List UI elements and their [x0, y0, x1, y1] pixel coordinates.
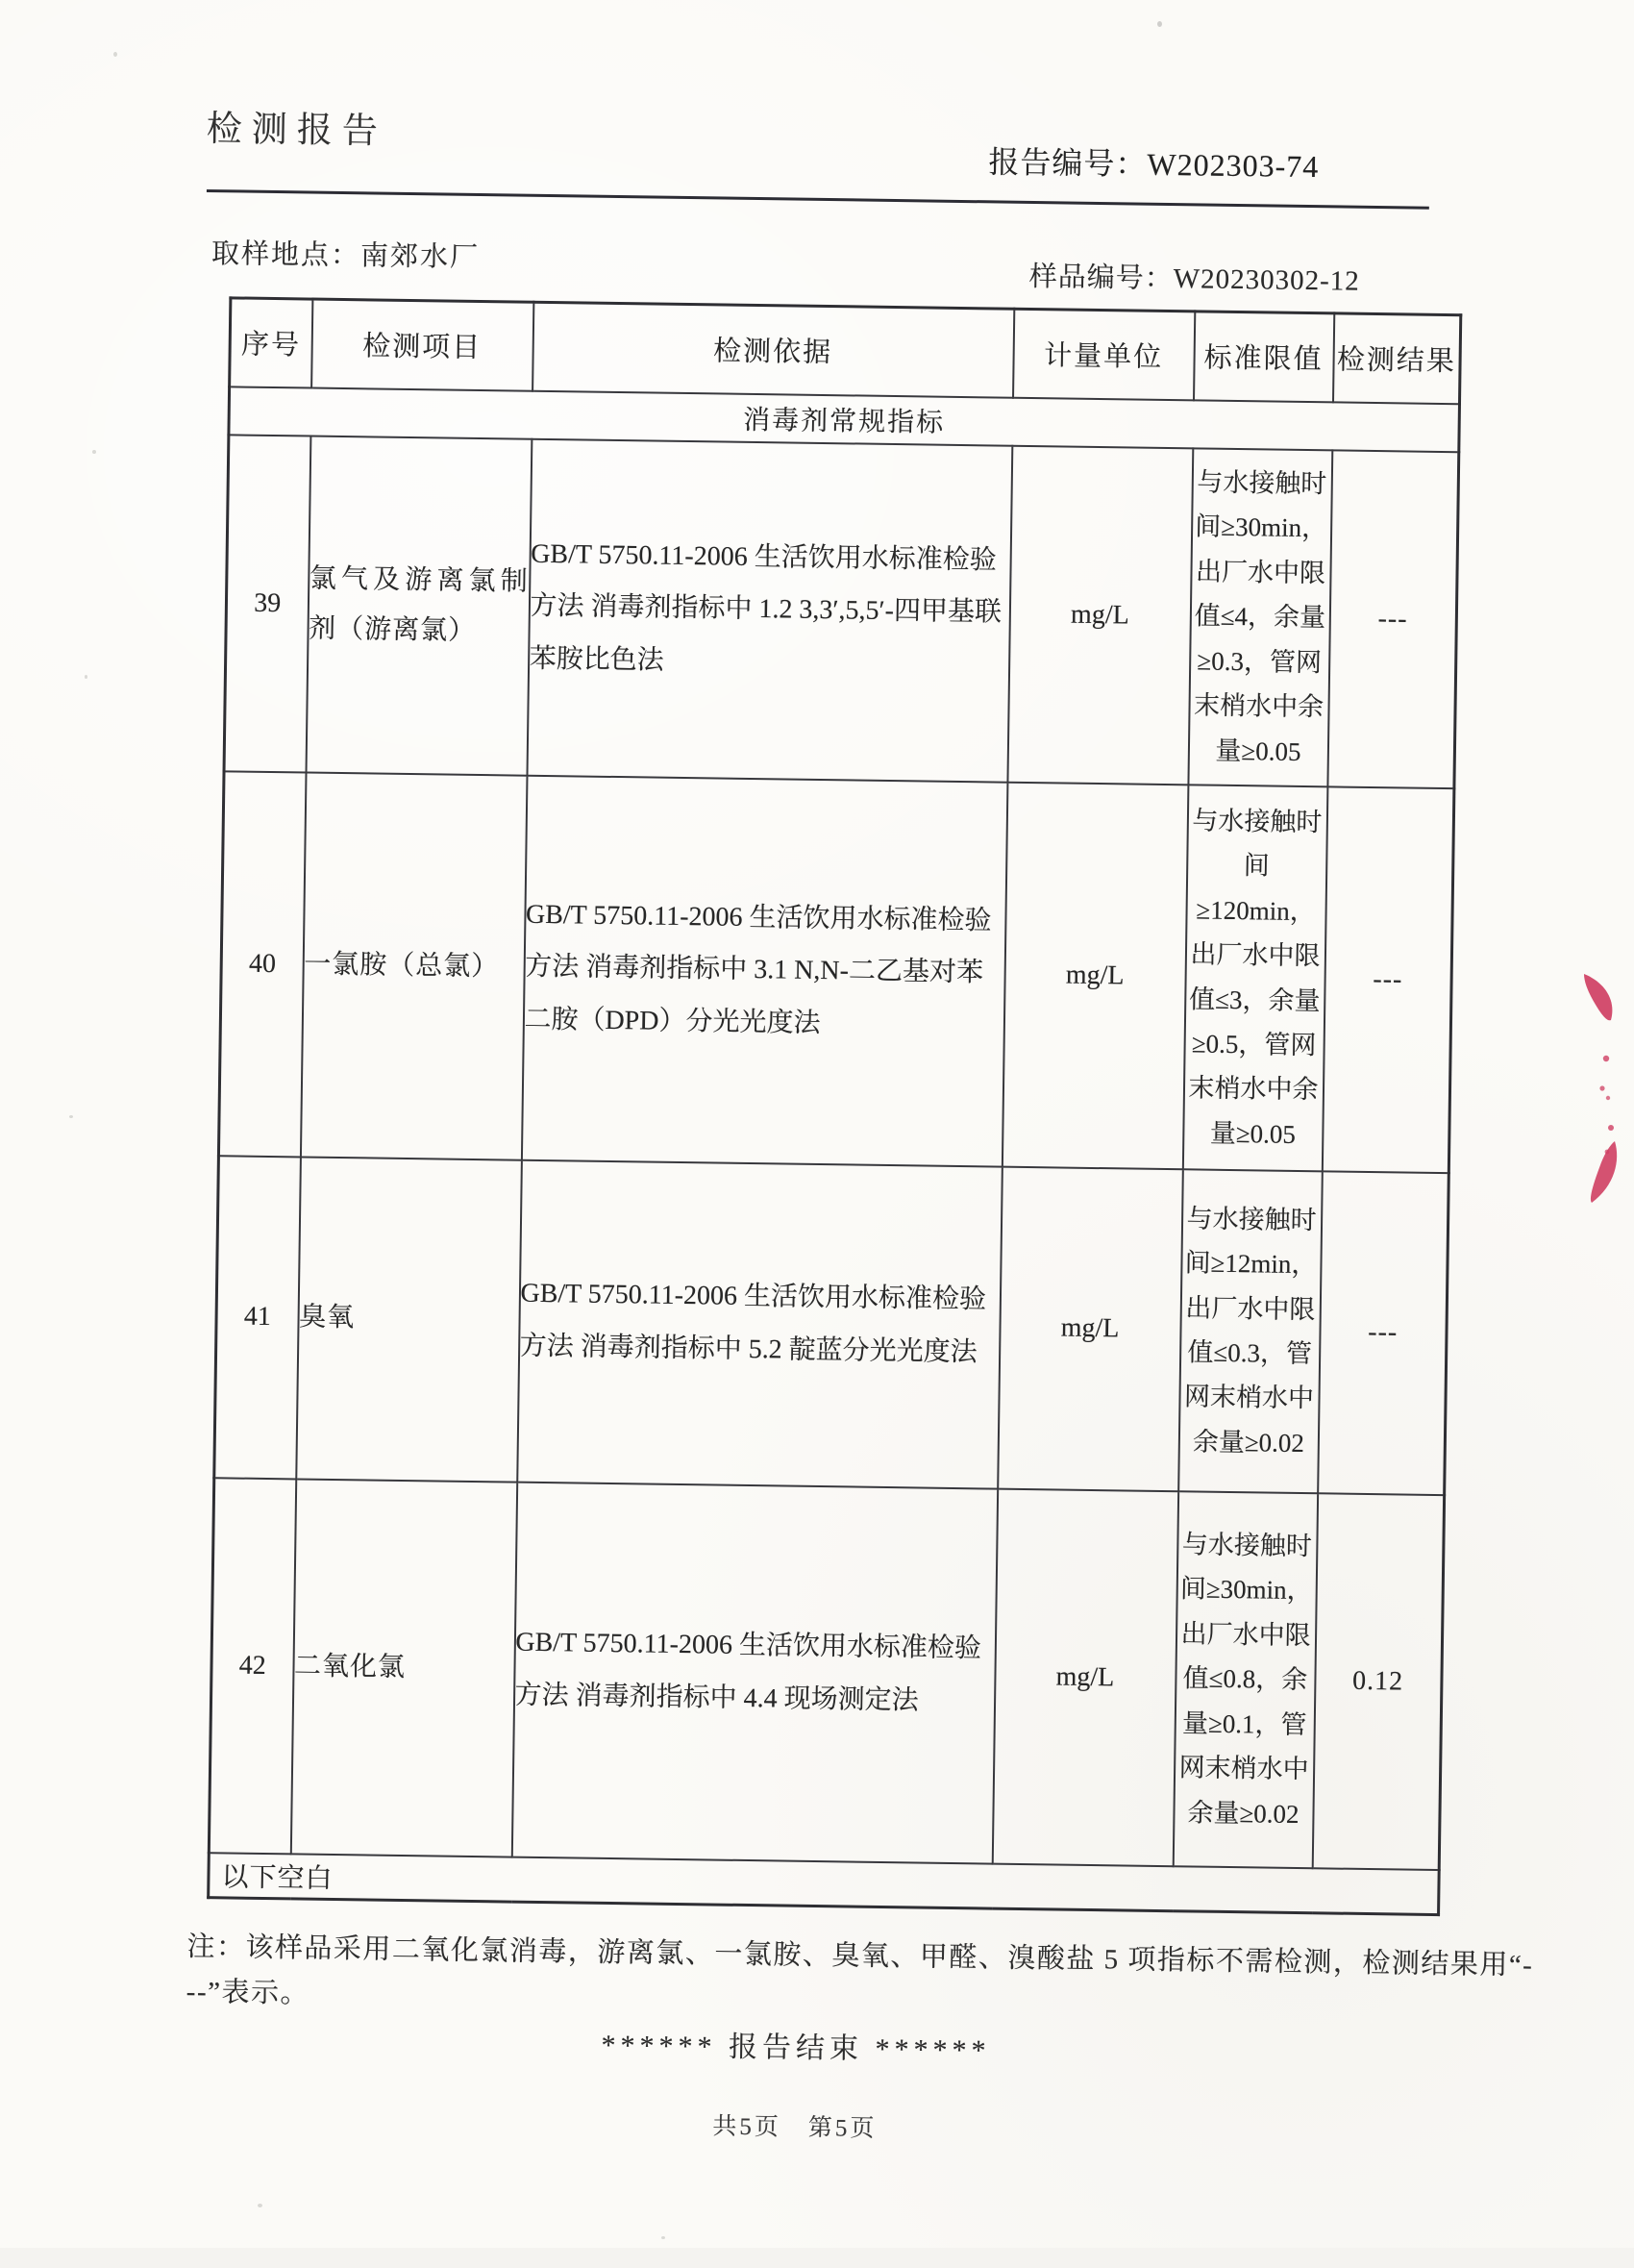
row-result: 0.12 [1312, 1493, 1444, 1870]
page-number: 共5页 第5页 [180, 2100, 1410, 2152]
scan-speck [258, 2204, 262, 2207]
col-header-no: 序号 [230, 298, 312, 387]
scan-speck [113, 52, 117, 57]
row-limit: 与水接触时间≥12min，出厂水中限值≤0.3，管网末梢水中余量≥0.02 [1178, 1169, 1323, 1493]
row-no: 40 [218, 771, 306, 1157]
row-no: 39 [224, 435, 310, 772]
row-unit: mg/L [998, 1166, 1183, 1491]
table-row [214, 1156, 1449, 1495]
report-end-line: ****** 报告结束 ****** [181, 2015, 1411, 2075]
row-item: 臭氧 [296, 1157, 522, 1482]
table-row [218, 771, 1453, 1173]
col-header-result: 检测结果 [1333, 313, 1461, 404]
sample-number-label: 样品编号： [1029, 262, 1174, 294]
scan-speck [69, 1115, 73, 1118]
row-result: --- [1318, 1171, 1449, 1495]
scan-speck [85, 675, 87, 679]
section-title: 消毒剂常规指标 [229, 386, 1460, 452]
scan-speck [92, 450, 96, 454]
row-limit: 与水接触时间≥30min，出厂水中限值≤0.8，余量≥0.1，管网末梢水中余量≥0.02 [1173, 1491, 1317, 1868]
row-item: 氯气及游离氯制剂（游离氯） [306, 436, 532, 775]
header-divider [207, 189, 1429, 210]
row-result: --- [1322, 786, 1454, 1173]
sample-number [1029, 255, 1361, 299]
row-method: GB/T 5750.11-2006 生活饮用水标准检验方法 消毒剂指标中 1.2 3,3′,5,5′-四甲基联苯胺比色法 [527, 438, 1012, 782]
red-stamp-mark [1559, 957, 1634, 1216]
row-no: 41 [214, 1156, 301, 1479]
table-header-row [230, 298, 1461, 404]
row-item: 一氯胺（总氯） [300, 772, 527, 1159]
report-number-label: 报告编号： [988, 144, 1148, 181]
sampling-location-value: 南郊水厂 [360, 240, 480, 273]
table-row [209, 1478, 1444, 1870]
col-header-item: 检测项目 [311, 299, 533, 390]
scan-speck [661, 2236, 665, 2239]
row-method: GB/T 5750.11-2006 生活饮用水标准检验方法 消毒剂指标中 4.4 现场测定法 [511, 1482, 997, 1863]
row-method: GB/T 5750.11-2006 生活饮用水标准检验方法 消毒剂指标中 3.1 N,N-二乙基对苯二胺（DPD）分光光度法 [521, 775, 1007, 1166]
sampling-location-label: 取样地点： [211, 238, 360, 271]
col-header-unit: 计量单位 [1013, 309, 1195, 400]
col-header-method: 检测依据 [532, 302, 1014, 397]
scan-speck [1157, 21, 1162, 27]
row-limit: 与水接触时间≥30min，出厂水中限值≤4，余量≥0.3，管网末梢水中余量≥0.05 [1188, 448, 1332, 786]
table-row [224, 435, 1459, 788]
report-number [988, 137, 1319, 187]
row-unit: mg/L [992, 1488, 1177, 1866]
report-number-value: W202303-74 [1147, 147, 1319, 184]
footnote: 注：该样品采用二氧化氯消毒，游离氯、一氯胺、臭氧、甲醛、溴酸盐 5 项指标不需检测，检测结果用“---”表示。 [186, 1925, 1540, 2034]
sampling-location [211, 232, 481, 275]
row-no: 42 [209, 1478, 295, 1854]
row-method: GB/T 5750.11-2006 生活饮用水标准检验方法 消毒剂指标中 5.2 靛蓝分光光度法 [517, 1159, 1003, 1488]
blank-below-note: 以下空白 [209, 1853, 1440, 1914]
row-unit: mg/L [1002, 782, 1188, 1169]
row-item: 二氧化氯 [290, 1479, 516, 1857]
row-limit: 与水接触时间≥120min，出厂水中限值≤3，余量≥0.5，管网末梢水中余量≥0.05 [1182, 785, 1327, 1171]
col-header-limit: 标准限值 [1194, 312, 1334, 402]
sample-number-value: W20230302-12 [1174, 263, 1360, 297]
row-result: --- [1327, 450, 1459, 788]
test-results-table [207, 296, 1462, 1915]
page-title: 检测报告 [207, 99, 388, 154]
row-unit: mg/L [1007, 445, 1193, 785]
